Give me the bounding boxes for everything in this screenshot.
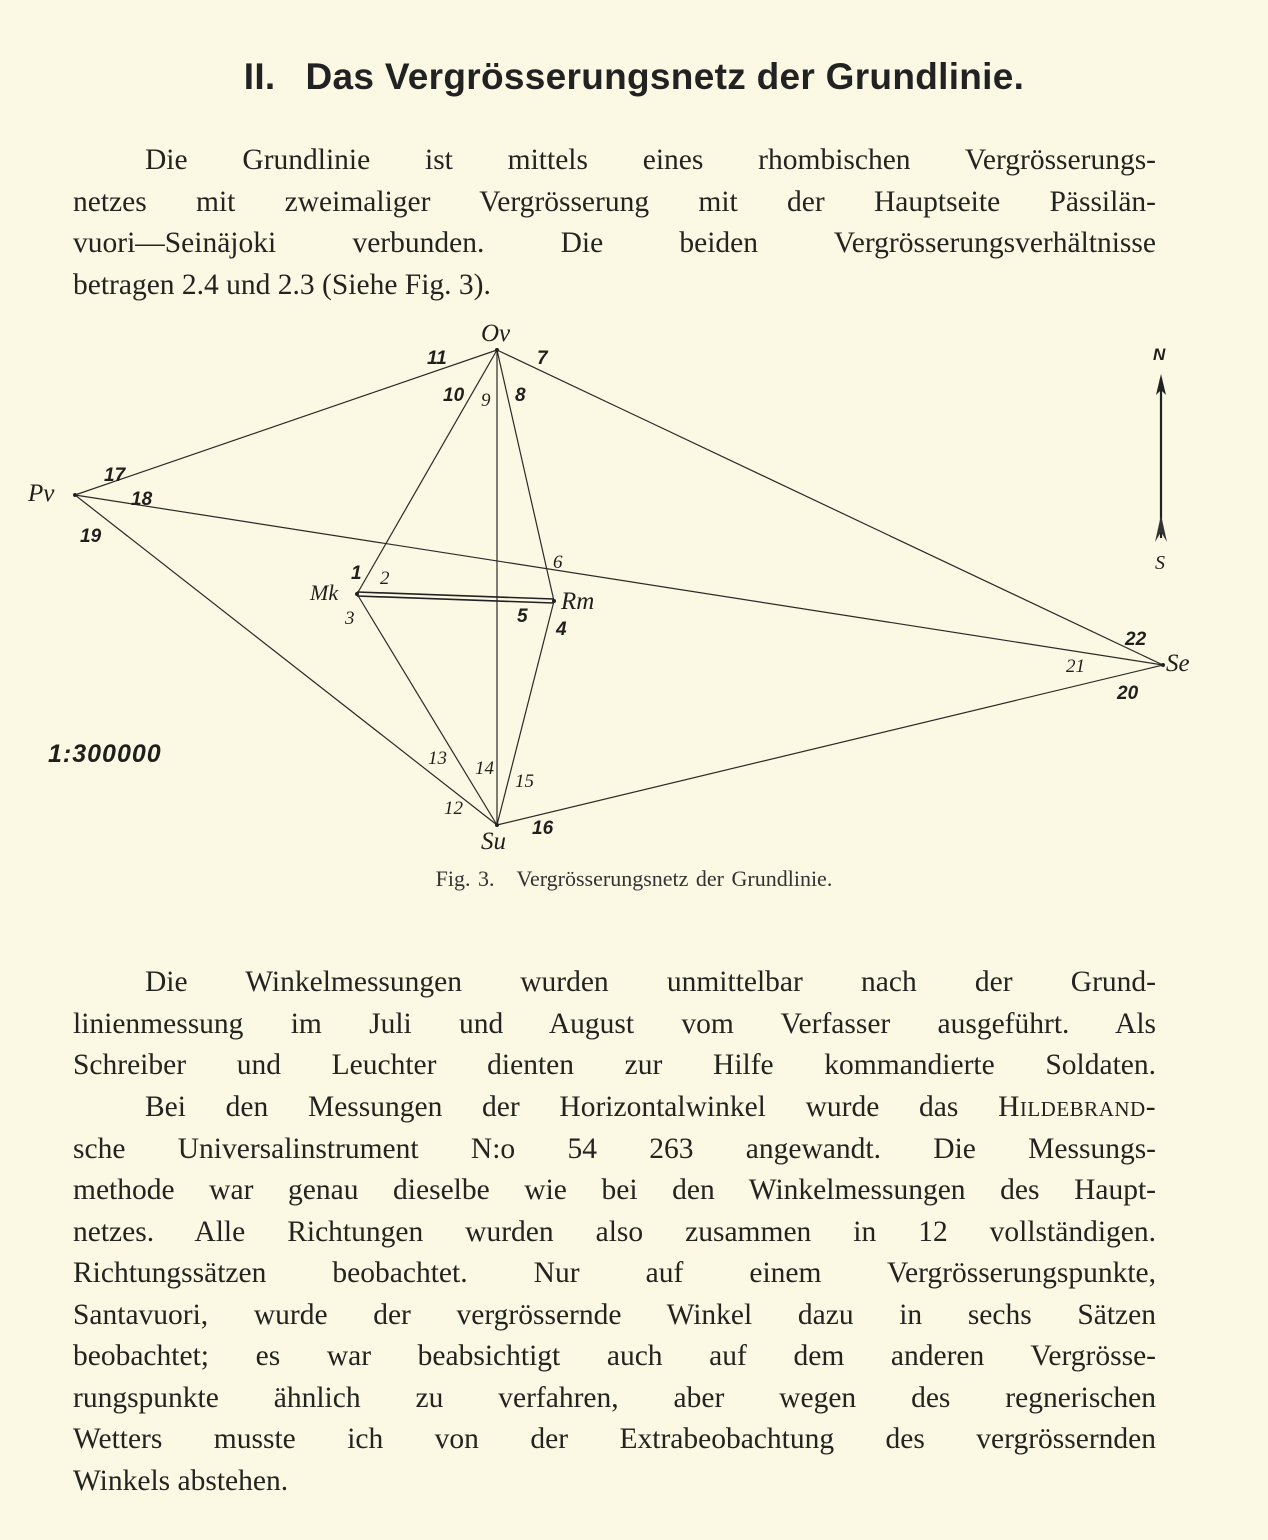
section-heading bbox=[0, 56, 1268, 98]
figure-number: Fig. 3. bbox=[435, 866, 495, 891]
section-title: Das Vergrösserungsnetz der Grundlinie. bbox=[305, 56, 1025, 97]
text-line: Wetters musste ich von der Extrabeobachtung des vergrössernden bbox=[73, 1423, 1156, 1455]
angle-label-7: 7 bbox=[537, 348, 548, 369]
station-point-rm bbox=[552, 599, 556, 603]
text-line: netzes mit zweimaliger Vergrösserung mit der Hauptseite Pässilän- bbox=[73, 185, 1156, 218]
angle-label-19: 19 bbox=[80, 526, 102, 547]
intro-paragraph bbox=[73, 140, 1156, 306]
map-scale: 1:300000 bbox=[48, 740, 162, 768]
angle-label-8: 8 bbox=[515, 385, 526, 406]
angle-label-21: 21 bbox=[1066, 656, 1085, 677]
station-point-su bbox=[495, 823, 499, 827]
text-line bbox=[73, 1087, 1156, 1129]
angle-label-10: 10 bbox=[443, 385, 465, 406]
angle-label-4: 4 bbox=[556, 619, 567, 640]
instrument-maker-name: Hildebrand- bbox=[998, 1091, 1157, 1123]
text-segment: Bei den Messungen der Horizontalwinkel wurde das bbox=[145, 1091, 959, 1123]
figure-caption bbox=[0, 866, 1268, 892]
angle-label-5: 5 bbox=[517, 606, 528, 627]
angle-label-14: 14 bbox=[475, 758, 494, 779]
compass-north-label: N bbox=[1153, 345, 1166, 364]
station-point-mk bbox=[355, 592, 359, 596]
triangulation-network-figure bbox=[0, 310, 1268, 870]
station-label-pv: Pv bbox=[28, 480, 55, 507]
angle-label-9: 9 bbox=[481, 390, 491, 411]
station-point-se bbox=[1161, 663, 1165, 667]
text-line: Santavuori, wurde der vergrössernde Winkel dazu in sechs Sätzen bbox=[73, 1298, 1156, 1331]
text-line: Schreiber und Leuchter dienten zur Hilfe kommandierte Soldaten. bbox=[73, 1049, 1156, 1081]
text-line: methode war genau dieselbe wie bei den Winkelmessungen des Haupt- bbox=[73, 1174, 1156, 1206]
station-point-pv bbox=[73, 493, 77, 497]
angle-label-1: 1 bbox=[351, 563, 362, 584]
text-line: netzes. Alle Richtungen wurden also zusammen in 12 vollständigen. bbox=[73, 1215, 1156, 1248]
station-label-mk: Mk bbox=[310, 580, 339, 605]
text-line: rungspunkte ähnlich zu verfahren, aber wegen des regnerischen bbox=[73, 1381, 1156, 1414]
compass-south-label: S bbox=[1155, 552, 1165, 574]
baseline-mk-rm-upper bbox=[357, 592, 554, 599]
figure-caption-text: Vergrösserungsnetz der Grundlinie. bbox=[516, 866, 833, 891]
angle-label-22: 22 bbox=[1125, 629, 1147, 650]
angle-label-12: 12 bbox=[444, 798, 463, 819]
text-line: linienmessung im Juli und August vom Verfasser ausgeführt. Als bbox=[73, 1007, 1156, 1040]
text-line: sche Universalinstrument N:o 54 263 angewandt. Die Messungs- bbox=[73, 1132, 1156, 1165]
text-line: betragen 2.4 und 2.3 (Siehe Fig. 3). bbox=[73, 268, 491, 301]
baseline-mk-rm-lower bbox=[357, 596, 554, 603]
network-diagram bbox=[0, 310, 1268, 870]
angle-label-15: 15 bbox=[515, 771, 534, 792]
sightline-mk-su bbox=[357, 594, 497, 825]
angle-label-20: 20 bbox=[1117, 683, 1139, 704]
station-label-ov: Ov bbox=[481, 320, 511, 347]
sightline-ov-se bbox=[497, 350, 1163, 665]
angle-label-16: 16 bbox=[532, 818, 554, 839]
station-label-su: Su bbox=[481, 828, 506, 855]
angle-label-3: 3 bbox=[345, 608, 355, 629]
section-number: II. bbox=[243, 56, 276, 97]
sightline-su-se bbox=[497, 665, 1163, 825]
station-label-se: Se bbox=[1166, 650, 1190, 677]
paragraph-instrument bbox=[73, 1087, 1156, 1502]
text-line: beobachtet; es war beabsichtigt auch auf dem anderen Vergrösse- bbox=[73, 1340, 1156, 1372]
angle-label-2: 2 bbox=[380, 568, 390, 589]
sightline-pv-se bbox=[75, 495, 1163, 665]
sightline-pv-ov bbox=[75, 350, 497, 495]
text-line: Winkels abstehen. bbox=[73, 1464, 289, 1497]
station-label-rm: Rm bbox=[561, 588, 595, 615]
angle-label-17: 17 bbox=[104, 465, 126, 486]
sightline-pv-su bbox=[75, 495, 497, 825]
angle-label-13: 13 bbox=[428, 748, 447, 769]
paragraph-angle-measurements bbox=[73, 962, 1156, 1087]
angle-label-18: 18 bbox=[131, 489, 153, 510]
text-line: Die Winkelmessungen wurden unmittelbar nach der Grund- bbox=[145, 966, 1156, 998]
station-point-ov bbox=[495, 348, 499, 352]
angle-label-11: 11 bbox=[427, 348, 447, 369]
angle-label-6: 6 bbox=[553, 552, 563, 573]
text-line: Die Grundlinie ist mittels eines rhombischen Vergrösserungs- bbox=[145, 144, 1156, 176]
text-line: Richtungssätzen beobachtet. Nur auf einem Vergrösserungspunkte, bbox=[73, 1257, 1156, 1289]
text-line: vuori—Seinäjoki verbunden. Die beiden Vergrösserungsverhältnisse bbox=[73, 227, 1156, 259]
